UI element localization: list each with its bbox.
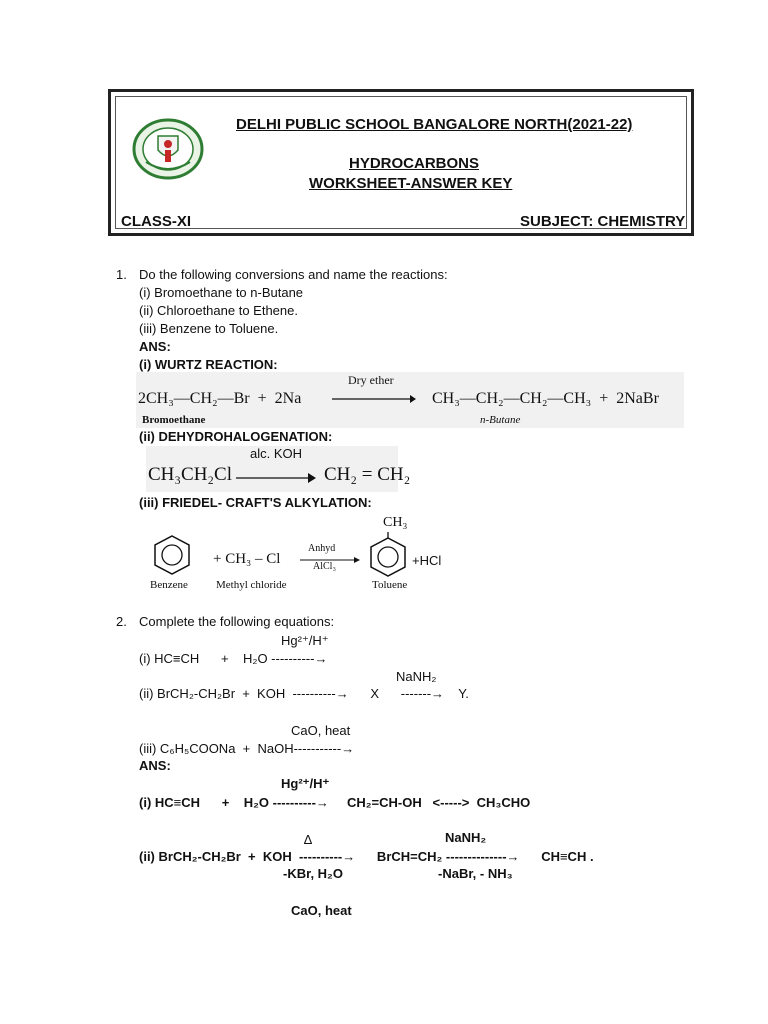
q2-a2-byproduct-2: -NaBr, - NH₃	[438, 866, 513, 881]
q2-equation-1: (i) HC≡CH + H₂O ----------→	[139, 651, 328, 666]
q1-item-3: (iii) Benzene to Toluene.	[139, 321, 279, 336]
wurtz-label-bromoethane: Bromoethane	[142, 414, 206, 426]
q2-e1-condition: Hg²⁺/H⁺	[281, 633, 329, 648]
q2-e3-condition: CaO, heat	[291, 723, 351, 738]
q1-number: 1.	[116, 267, 127, 282]
wurtz-label-butane: n-Butane	[480, 414, 521, 426]
wurtz-arrow	[332, 392, 416, 406]
wurtz-rhs: CH₃—CH₂—CH₂—CH₃ + 2NaBr	[432, 390, 659, 407]
wurtz-reagent: Dry ether	[348, 373, 394, 387]
toluene-ring-icon	[366, 532, 410, 578]
q2-a2-byproduct-1: -KBr, H₂O	[283, 866, 343, 881]
q2-a3-condition: CaO, heat	[291, 903, 352, 918]
wurtz-equation	[136, 372, 684, 428]
friedel-reagent-bottom: AlCl₃	[313, 561, 336, 572]
q2-equation-2: (ii) BrCH₂-CH₂Br + KOH ----------→ X -------→ Y.	[139, 686, 469, 701]
topic-title: HYDROCARBONS	[349, 155, 480, 172]
wurtz-lhs: 2CH₃—CH₂—Br + 2Na	[138, 390, 302, 407]
dehydro-title: (ii) DEHYDROHALOGENATION:	[139, 429, 333, 444]
q2-ans-label: ANS:	[139, 758, 171, 773]
toluene-ch3: CH₃	[383, 515, 408, 530]
friedel-methyl-chloride-formula: + CH₃ – Cl	[213, 551, 281, 567]
q2-answer-2: (ii) BrCH₂-CH₂Br + KOH ----------→ BrCH=CH₂ --------------→ CH≡CH .	[139, 849, 594, 864]
school-logo	[132, 118, 204, 180]
benzene-ring-icon	[152, 534, 192, 576]
friedel-reagent-top: Anhyd	[308, 543, 336, 554]
q1-item-2: (ii) Chloroethane to Ethene.	[139, 303, 298, 318]
class-label: CLASS-XI	[121, 213, 192, 230]
label-benzene: Benzene	[150, 579, 188, 591]
q2-a2-delta: ∆	[304, 832, 312, 847]
school-title: DELHI PUBLIC SCHOOL BANGALORE NORTH(2021-22)	[236, 116, 633, 133]
q2-a2-condition: NaNH₂	[445, 830, 487, 845]
q1-ans-label: ANS:	[139, 339, 171, 354]
q2-number: 2.	[116, 614, 127, 629]
friedel-hcl: +HCl	[412, 553, 442, 568]
q1-text: Do the following conversions and name the reactions:	[139, 267, 448, 282]
dehydro-lhs: CH₃CH₂Cl	[148, 464, 232, 485]
q2-e2-condition: NaNH₂	[396, 669, 437, 684]
wurtz-title: (i) WURTZ REACTION:	[139, 357, 278, 372]
q2-equation-3: (iii) C₆H₅COONa + NaOH-----------→	[139, 741, 355, 756]
label-methyl-chloride: Methyl chloride	[216, 579, 287, 591]
dehydro-equation	[146, 446, 411, 492]
dehydro-rhs: CH₂ = CH₂	[324, 464, 411, 485]
dehydro-arrow	[236, 471, 316, 485]
q2-answer-1: (i) HC≡CH + H₂O ----------→ CH₂=CH-OH <-----> CH₃CHO	[139, 795, 531, 810]
q2-text: Complete the following equations:	[139, 614, 335, 629]
friedel-title: (iii) FRIEDEL- CRAFT'S ALKYLATION:	[139, 495, 372, 510]
q1-item-1: (i) Bromoethane to n-Butane	[139, 285, 304, 300]
worksheet-subtitle: WORKSHEET-ANSWER KEY	[309, 175, 513, 192]
q2-a1-condition: Hg²⁺/H⁺	[281, 776, 330, 791]
label-toluene: Toluene	[372, 579, 408, 591]
subject-label: SUBJECT: CHEMISTRY	[520, 213, 686, 230]
dehydro-reagent: alc. KOH	[250, 446, 303, 461]
